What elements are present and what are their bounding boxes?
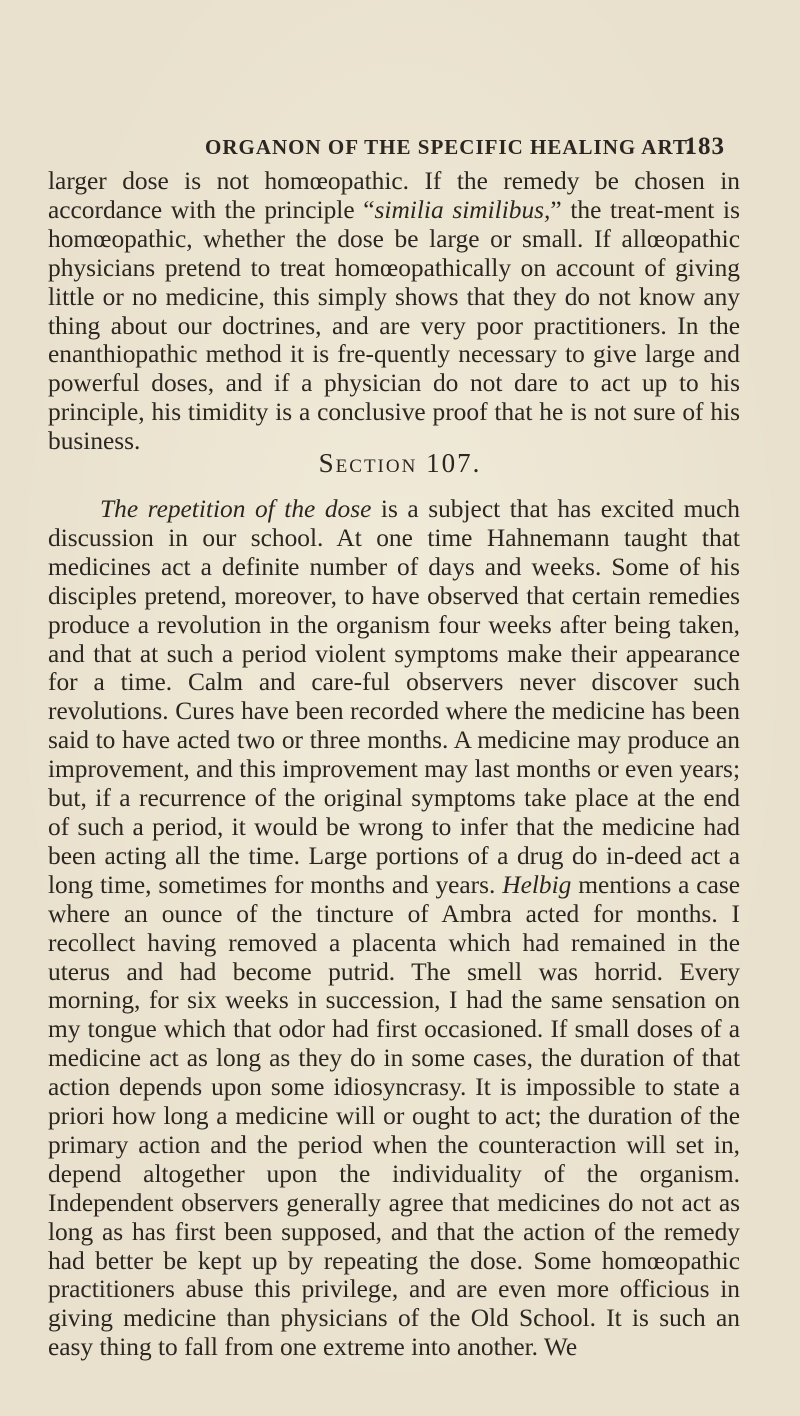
section-number: 107. [426,448,482,478]
running-head [205,130,725,164]
latin-phrase: similia similibus, [374,195,551,224]
lead-italic-phrase: The repetition of the dose [100,495,372,523]
paragraph-continuation [48,167,740,456]
paragraph-1-text-after: ” the treat-ment is homœopathic, whether the dose be large or small. If allœopathic physicians pretend to treat homœopathically on account of giving little or no medicine, this simply shows that they do not know any thing about our doctrines, and are very poor practitioners. In the enanthiopathic method it is fre-quently necessary to give large and powerful doses, and if a physician do not dare to act up to his principle, his timidity is a conclusive proof that he is not sure of his business. [48,195,740,456]
running-head-title: ORGANON OF THE SPECIFIC HEALING ART. [205,135,693,159]
section-heading [0,446,800,480]
page-number: 183 [684,133,725,160]
author-name-italic: Helbig [502,870,572,899]
paragraph-1-text: larger dose is not homœopathic. If the remedy be chosen in accordance with the principle “ [48,167,740,224]
section-label: Section [318,448,418,478]
paragraph-section-107 [48,495,740,1362]
paragraph-2-text-2: mentions a case where an ounce of the tincture of Ambra acted for months. I recollect having removed a placenta which had remained in the uterus and had become putrid. The smell was horrid. Every morning, for six weeks in succession, I had the same sensation on my tongue which that odor had first occasioned. If small doses of a medicine act as long as they do in some cases, the duration of that action depends upon some idiosyncrasy. It is impossible to state a priori how long a medicine will or ought to act; the duration of the primary action and the period when the counteraction will set in, depend altogether upon the individuality of the organism. Independent observers generally agree that medicines do not act as long as has first been supposed, and that the action of the remedy had better be kept up by repeating the dose. Some homœopathic practitioners abuse this privilege, and are even more officious in giving medicine than physicians of the Old School. It is such an easy thing to fall from one extreme into another. We [48,870,740,1362]
paragraph-2-text-1: is a subject that has excited much discussion in our school. At one time Hahnemann taught that medicines act a definite number of days and weeks. Some of his disciples pretend, moreover, to have observed that certain remedies produce a revolution in the organism four weeks after being taken, and that at such a period violent symptoms make their appearance for a time. Calm and care-ful observers never discover such revolutions. Cures have been recorded where the medicine has been said to have acted two or three months. A medicine may produce an improvement, and this improvement may last months or even years; but, if a recurrence of the original symptoms take place at the end of such a period, it would be wrong to infer that the medicine had been acting all the time. Large portions of a drug do in-deed act a long time, sometimes for months and years. [48,495,740,899]
